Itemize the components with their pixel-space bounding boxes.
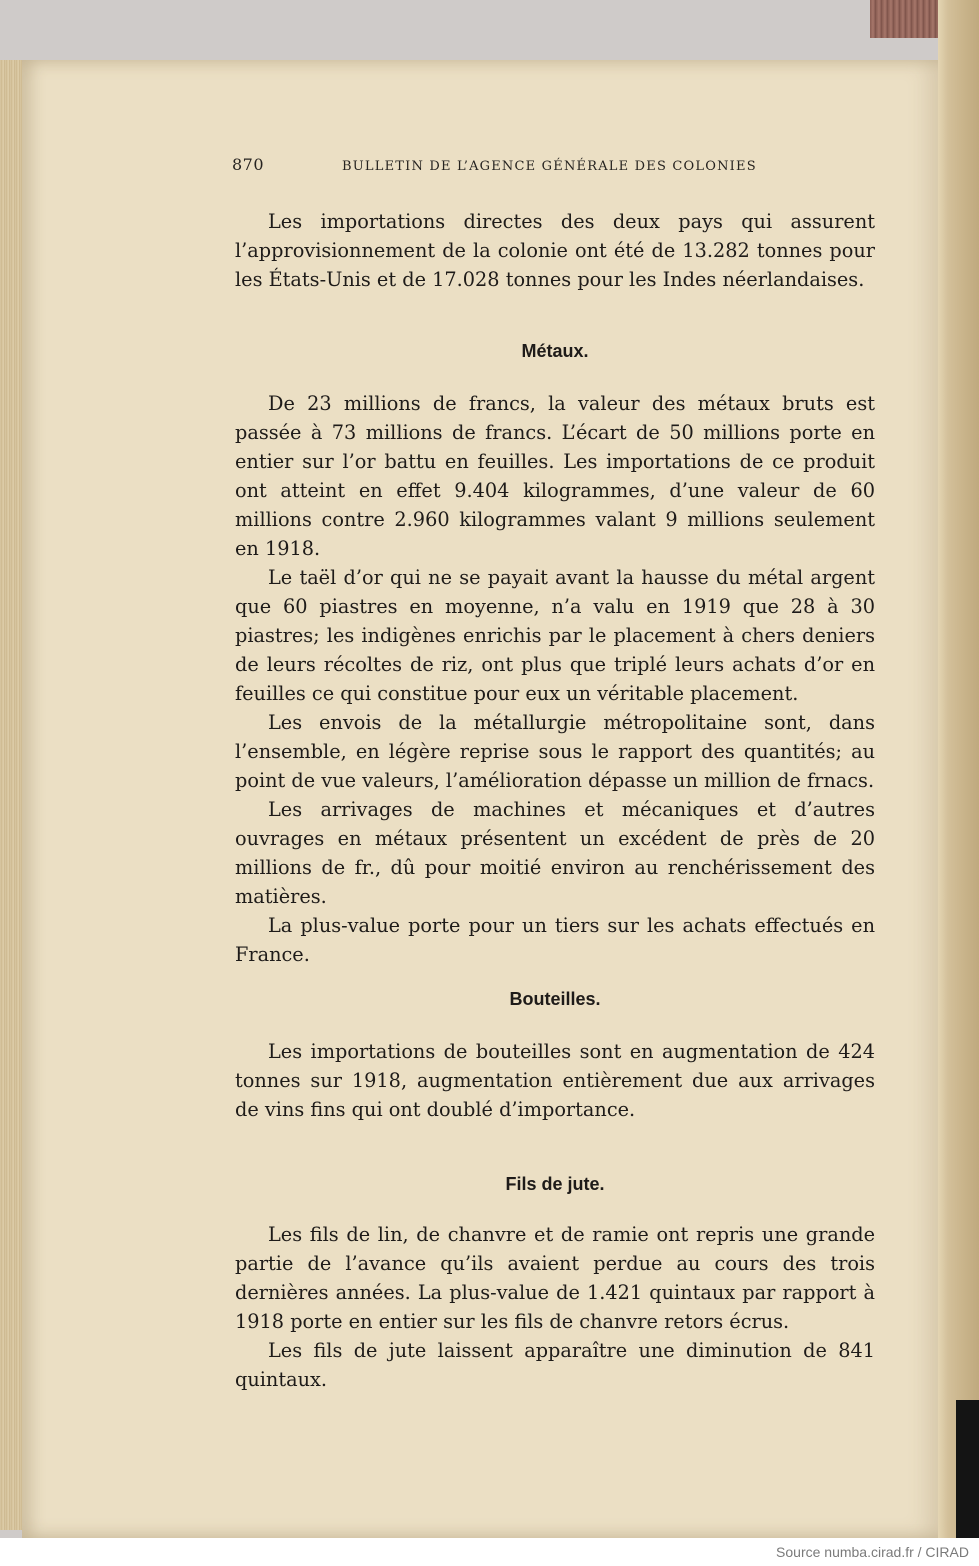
bouteilles-text: [235, 1037, 875, 1124]
bookmark-ribbon: [956, 1400, 979, 1538]
running-title: BULLETIN DE L’AGENCE GÉNÉRALE DES COLONIES: [342, 159, 757, 174]
book-fore-edge: [938, 0, 979, 1538]
paragraph: Les importations directes des deux pays qui assurent l’approvisionnement de la colonie ont été de 13.282 tonnes pour les États-Unis et de 17.028 tonnes pour les Indes néerlandaises.: [235, 210, 875, 291]
paragraph: La plus-value porte pour un tiers sur les achats effectués en France.: [235, 914, 875, 966]
paragraph: De 23 millions de francs, la valeur des métaux bruts est passée à 73 millions de francs. L’écart de 50 millions porte en entier sur l’or battu en feuilles. Les importations de ce produit ont atteint en effet 9.404 kilogrammes, d’une valeur de 60 millions contre 2.960 kilogrammes valant 9 millions seulement en 1918.: [235, 392, 875, 560]
section-title-fils-de-jute: Fils de jute.: [505, 1174, 605, 1194]
intro-text: [235, 207, 875, 294]
fils-de-jute-text: [235, 1220, 875, 1394]
paragraph: Les envois de la métallurgie métropolitaine sont, dans l’ensemble, en légère reprise sous le rapport des quantités; au point de vue valeurs, l’amélioration dépasse un million de frnacs.: [235, 711, 875, 792]
section-title-bouteilles: Bouteilles.: [509, 989, 601, 1009]
source-credit: Source numba.cirad.fr / CIRAD: [776, 1544, 969, 1560]
section-title-metaux: Métaux.: [521, 341, 589, 361]
paragraph: Les arrivages de machines et mécaniques et d’autres ouvrages en métaux présentent un excédent de près de 20 millions de fr., dû pour moitié environ au renchérissement des matières.: [235, 798, 875, 908]
paragraph: Les fils de lin, de chanvre et de ramie ont repris une grande partie de l’avance qu’ils avaient perdue au cours des trois dernières années. La plus-value de 1.421 quintaux par rapport à 1918 porte en entier sur les fils de chanvre retors écrus.: [235, 1223, 875, 1333]
paragraph: Les importations de bouteilles sont en augmentation de 424 tonnes sur 1918, augmentation entièrement due aux arrivages de vins fins qui ont doublé d’importance.: [235, 1040, 875, 1121]
page-number: 870: [232, 155, 265, 174]
metaux-text: [235, 389, 875, 969]
paragraph: Le taël d’or qui ne se payait avant la hausse du métal argent que 60 piastres en moyenne, n’a valu en 1919 que 28 à 30 piastres; les indigènes enrichis par le placement à chers deniers de leurs récoltes de riz, ont plus que triplé leurs achats d’or en feuilles ce qui constitue pour eux un véritable placement.: [235, 566, 875, 705]
paragraph: Les fils de jute laissent apparaître une diminution de 841 quintaux.: [235, 1339, 875, 1391]
book-spine-ribbon: [870, 0, 940, 38]
